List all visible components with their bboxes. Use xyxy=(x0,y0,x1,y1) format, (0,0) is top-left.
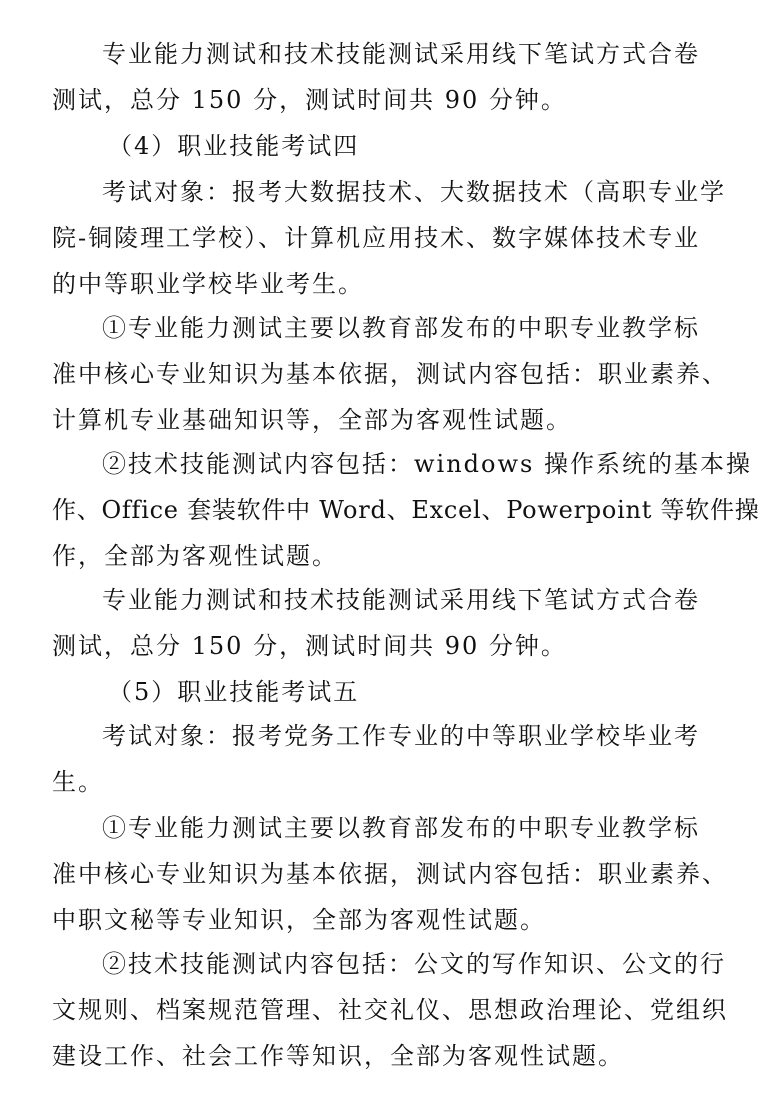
text-line: 作，全部为客观性试题。 xyxy=(52,542,338,570)
text-line: 院-铜陵理工学校）、计算机应用技术、数字媒体技术专业 xyxy=(52,224,701,252)
text-line: 文规则、档案规范管理、社交礼仪、思想政治理论、党组织 xyxy=(52,996,728,1024)
text-line: ②技术技能测试内容包括：windows 操作系统的基本操 xyxy=(102,450,752,478)
text-line: 计算机专业基础知识等，全部为客观性试题。 xyxy=(52,406,572,434)
text-line: 准中核心专业知识为基本依据，测试内容包括：职业素养、 xyxy=(52,860,728,888)
text-line: 中职文秘等专业知识，全部为客观性试题。 xyxy=(52,906,546,934)
text-line: 测试，总分 150 分，测试时间共 90 分钟。 xyxy=(52,86,567,114)
text-line: ②技术技能测试内容包括：公文的写作知识、公文的行 xyxy=(102,950,726,978)
text-line: ①专业能力测试主要以教育部发布的中职专业教学标 xyxy=(102,814,700,842)
text-line: 建设工作、社会工作等知识，全部为客观性试题。 xyxy=(52,1042,624,1070)
text-line: 作、Office 套装软件中 Word、Excel、Powerpoint 等软件操 xyxy=(52,496,760,524)
text-line: 生。 xyxy=(52,768,104,796)
text-line: ①专业能力测试主要以教育部发布的中职专业教学标 xyxy=(102,314,700,342)
text-line: 专业能力测试和技术技能测试采用线下笔试方式合卷 xyxy=(102,40,700,68)
text-line: 专业能力测试和技术技能测试采用线下笔试方式合卷 xyxy=(102,586,700,614)
text-line: 测试，总分 150 分，测试时间共 90 分钟。 xyxy=(52,632,567,660)
section-heading: （5）职业技能考试五 xyxy=(108,678,360,706)
section-heading: （4）职业技能考试四 xyxy=(108,132,360,160)
text-line: 准中核心专业知识为基本依据，测试内容包括：职业素养、 xyxy=(52,360,728,388)
text-line: 考试对象：报考党务工作专业的中等职业学校毕业考 xyxy=(102,722,700,750)
text-line: 的中等职业学校毕业考生。 xyxy=(52,270,364,298)
text-line: 考试对象：报考大数据技术、大数据技术（高职专业学 xyxy=(102,178,726,206)
